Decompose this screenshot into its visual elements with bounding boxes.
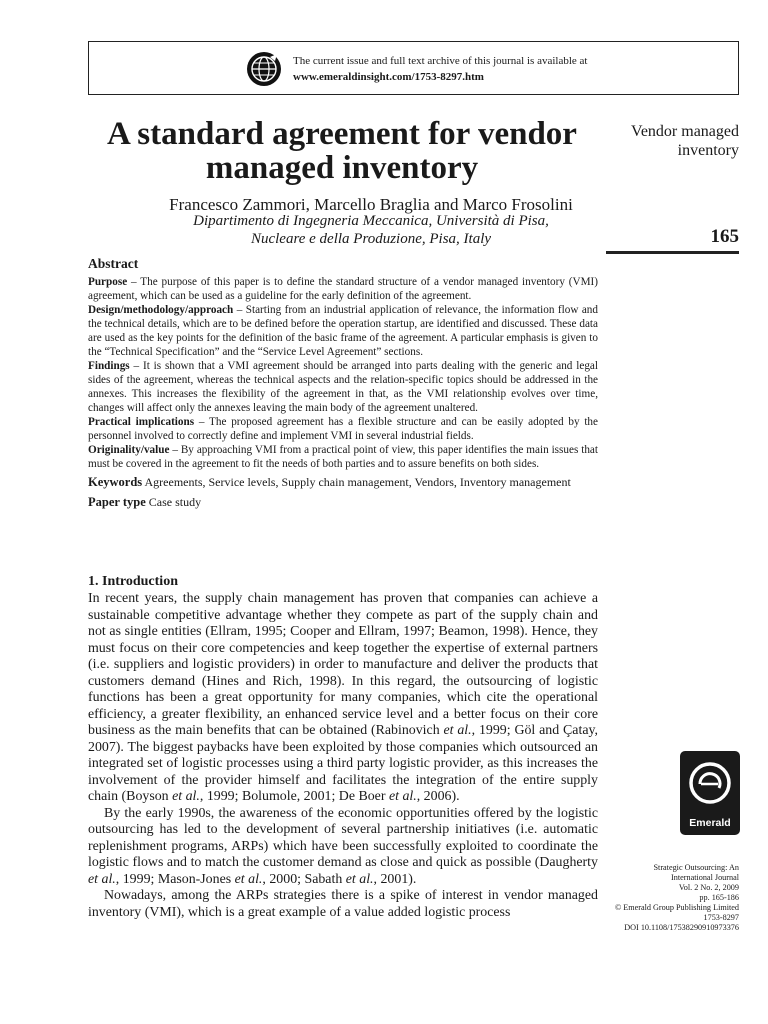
publication-info: [615, 863, 739, 933]
affiliation: [88, 212, 654, 248]
keywords-text: Agreements, Service levels, Supply chain management, Vendors, Inventory management: [142, 475, 571, 489]
globe-icon: [246, 51, 282, 87]
practical-text: – The proposed agreement has a flexible structure and can be easily adopted by the personnel involved to correctly define and implement VMI in several industrial fields.: [88, 416, 598, 442]
journal-name: Strategic Outsourcing: An: [653, 863, 739, 872]
abstract-originality: [88, 443, 598, 471]
abstract-findings: [88, 359, 598, 415]
title-line-2: managed inventory: [205, 150, 479, 186]
running-head: [631, 122, 739, 160]
paragraph: Nowadays, among the ARPs strategies there is a spike of interest in vendor managed inventory (VMI), which is a great example of a value added logistic process: [88, 888, 598, 920]
divider: [606, 251, 739, 254]
et-al: et al.: [345, 871, 374, 887]
paper-type: [88, 494, 598, 511]
running-head-line-2: inventory: [677, 142, 739, 159]
text-run: , 2000; Sabath: [262, 871, 346, 887]
emerald-e-icon: [688, 759, 732, 809]
text-run: , 1999; Bolumole, 2001; De Boer: [199, 789, 389, 804]
authors: Francesco Zammori, Marcello Braglia and Marco Frosolini: [169, 195, 573, 214]
paragraph: [88, 591, 598, 806]
running-head-line-1: Vendor managed: [631, 123, 739, 140]
et-al: et al.: [172, 789, 200, 804]
banner-line: The current issue and full text archive of this journal is available at: [293, 55, 588, 67]
logo-text: Emerald: [689, 817, 731, 829]
abstract-design: [88, 303, 598, 359]
page-number: 165: [710, 226, 739, 247]
article-title: [88, 117, 596, 185]
et-al: et al.: [443, 723, 472, 738]
text-run: , 2001).: [373, 871, 417, 887]
volume: Vol. 2 No. 2, 2009: [678, 883, 739, 892]
affiliation-line-2: Nucleare e della Produzione, Pisa, Italy: [250, 231, 492, 247]
emerald-logo: [680, 751, 740, 835]
et-al: et al.: [88, 871, 116, 887]
design-text: – Starting from an industrial application of relevance, the information flow and the technical details, which are to be defined before the operation startup, are identified and discussed. These data are used as the key points for the definition of the basic frame of the agreement. A particular emphasis is given to the “Technical Specification” and the “Service Level Agreement” sections.: [88, 304, 598, 358]
title-line-1: A standard agreement for vendor: [107, 116, 577, 152]
findings-text: – It is shown that a VMI agreement should be arranged into parts dealing with the generic and legal sides of the agreement, whereas the technical aspects and the relation-specific topics should be addressed in the annexes. This increases the flexibility of the agreement in that, as the VMI relationship evolves over time, changes will affect only the annexes leaving the main body of the agreement unaltered.: [88, 360, 598, 414]
copyright: © Emerald Group Publishing Limited: [614, 903, 739, 912]
et-al: et al.: [388, 789, 417, 804]
keywords: [88, 474, 598, 491]
purpose-label: Purpose: [88, 276, 128, 288]
abstract-purpose: [88, 275, 598, 303]
section-heading: 1. Introduction: [88, 574, 178, 589]
paragraph: [88, 806, 598, 889]
et-al: et al.: [234, 871, 263, 887]
journal-banner: [88, 41, 739, 95]
affiliation-line-1: Dipartimento di Ingegneria Meccanica, Università di Pisa,: [193, 213, 549, 229]
abstract: [88, 256, 598, 511]
text-run: , 2006).: [416, 789, 460, 804]
paper-type-text: Case study: [145, 495, 202, 509]
introduction-section: [88, 573, 598, 921]
design-label: Design/methodology/approach: [88, 304, 234, 316]
journal-url-link[interactable]: www.emeraldinsight.com/1753-8297.htm: [293, 71, 484, 83]
journal-name: International Journal: [671, 873, 739, 882]
keywords-label: Keywords: [88, 475, 143, 489]
doi: DOI 10.1108/17538290910973376: [624, 923, 739, 932]
abstract-heading: Abstract: [88, 256, 139, 271]
findings-label: Findings: [88, 360, 130, 372]
abstract-practical: [88, 415, 598, 443]
text-run: By the early 1990s, the awareness of the economic opportunities offered by the logistic outsourcing has led to the development of several partnership initiatives (i.e. automatic replenishment programs, ARPs) which have been successfully exploited to coordinate the logistic flows and to match the customer demand as close and quick as possible (Daugherty: [88, 805, 598, 870]
purpose-text: – The purpose of this paper is to define the standard structure of a vendor managed inventory (VMI) agreement, which can be used as a guideline for the early definition of the agreement.: [88, 276, 598, 302]
originality-text: – By approaching VMI from a practical point of view, this paper identifies the main issues that must be covered in the agreement to fit the needs of both parties and to assure benefits on both sides.: [88, 444, 598, 470]
paper-type-label: Paper type: [88, 495, 146, 509]
text-run: , 1999; Mason-Jones: [115, 871, 235, 887]
text-run: In recent years, the supply chain management has proven that companies can achieve a sustainable competitive advantage whether they compete as part of the supply chain and not as single entities (Ellram, 1995; Cooper and Ellram, 1997; Beamon, 1998). Hence, they must focus on their core competencies and keep together the expertise of external partners (i.e. suppliers and logistic providers) in order to manufacture and deliver the products that customers demand (Hines and Rich, 1998). In this regard, the outsourcing of logistic functions has been a great opportunity for many companies, which cite the operational efficiency, a greater flexibility, an enhanced service level and a better focus on their core business as the main benefits that can be obtained (Rabinovich: [88, 591, 598, 738]
issn: 1753-8297: [703, 913, 739, 922]
text-run: , 1999; Göl and Çatay, 2007). The biggest paybacks have been exploited by those companies which outsourced an integrated set of logistic processes using a third party logistic provider, as this increases the involvement of the provider himself and facilitates the integration of the entire supply chain (Boyson: [88, 723, 598, 804]
banner-text: [293, 53, 587, 85]
pages: pp. 165-186: [699, 893, 739, 902]
originality-label: Originality/value: [88, 444, 170, 456]
practical-label: Practical implications: [88, 416, 195, 428]
